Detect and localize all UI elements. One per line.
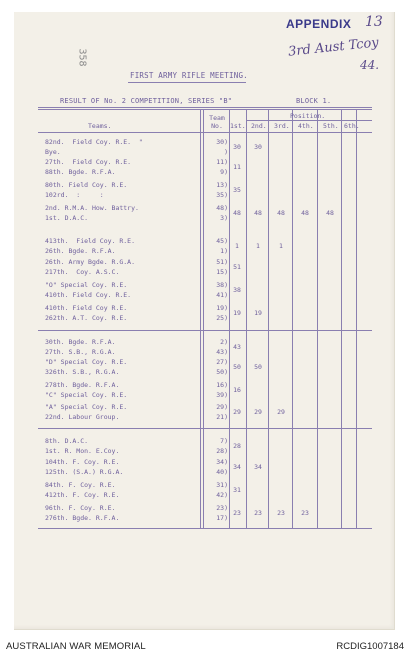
table-row-teams: 278th. Bgde. R.F.A. "C" Special Coy. R.E. bbox=[45, 381, 128, 399]
header-position-6: 6th. bbox=[344, 122, 360, 130]
group-divider-2 bbox=[38, 428, 372, 429]
block-label: BLOCK 1. bbox=[296, 97, 332, 105]
header-position-2: 2nd. bbox=[251, 122, 267, 130]
competition-subtitle: RESULT OF No. 2 COMPETITION, SERIES "B" bbox=[60, 97, 233, 105]
column-rule bbox=[200, 109, 201, 528]
table-row-position-1: 43 bbox=[233, 343, 241, 351]
table-row-position-1: 28 bbox=[233, 442, 241, 450]
table-row-position-2: 19 bbox=[254, 309, 262, 317]
table-row-teams: 2nd. R.M.A. How. Battry. 1st. D.A.C. bbox=[45, 204, 139, 222]
table-top-rule-2 bbox=[38, 109, 372, 110]
column-rule bbox=[356, 109, 357, 528]
table-row-team-no: 45) 1) bbox=[216, 237, 228, 255]
table-row-teams: "D" Special Coy. R.E. 326th. S.B., R.G.A. bbox=[45, 358, 128, 376]
table-row-team-no: 38) 41) bbox=[216, 281, 228, 299]
table-row-teams: 26th. Army Bgde. R.G.A. 217th. Coy. A.S.C. bbox=[45, 258, 136, 276]
column-rule bbox=[317, 109, 318, 528]
margin-number: 358 bbox=[76, 48, 88, 67]
table-row-position-2: 30 bbox=[254, 143, 262, 151]
header-team-no: Team No. bbox=[209, 114, 225, 130]
table-row-position-1: 1 bbox=[235, 242, 239, 250]
table-row-teams: 96th. F. Coy. R.E. 276th. Bgde. R.F.A. bbox=[45, 504, 120, 522]
table-row-position-4: 48 bbox=[301, 209, 309, 217]
column-rule bbox=[341, 109, 342, 528]
table-row-position-2: 50 bbox=[254, 363, 262, 371]
table-row-teams: 80th. Field Coy. R.E. 102rd. : : bbox=[45, 181, 128, 199]
table-row-position-4: 23 bbox=[301, 509, 309, 517]
appendix-stamp: APPENDIX bbox=[286, 17, 352, 31]
table-row-position-2: 48 bbox=[254, 209, 262, 217]
table-row-teams: 82nd. Field Coy. R.E. " Bye. bbox=[45, 138, 143, 156]
column-rule bbox=[292, 109, 293, 528]
table-bottom-rule bbox=[38, 528, 372, 529]
title-underline bbox=[128, 82, 246, 83]
table-row-team-no: 34) 40) bbox=[216, 458, 228, 476]
table-row-team-no: 19) 25) bbox=[216, 304, 228, 322]
table-row-position-2: 29 bbox=[254, 408, 262, 416]
footer-record-id: RCDIG1007184 bbox=[336, 641, 404, 652]
table-row-position-1: 34 bbox=[233, 463, 241, 471]
table-top-rule bbox=[38, 107, 372, 108]
table-row-position-1: 38 bbox=[233, 286, 241, 294]
table-row-position-1: 11 bbox=[233, 163, 241, 171]
handwritten-page-number: 44. bbox=[360, 58, 380, 72]
table-row-teams: 410th. Field Coy R.E. 262th. A.T. Coy. R.E. bbox=[45, 304, 128, 322]
table-row-teams: 413th. Field Coy. R.E. 26th. Bgde. R.F.A. bbox=[45, 237, 136, 255]
document-title: FIRST ARMY RIFLE MEETING. bbox=[130, 71, 248, 80]
handwritten-unit-note: 3rd Aust Tcoy bbox=[287, 35, 380, 60]
header-position-5: 5th. bbox=[323, 122, 339, 130]
table-header-rule bbox=[38, 132, 372, 133]
table-row-teams: 84th. F. Coy. R.E. 412th. F. Coy. R.E. bbox=[45, 481, 120, 499]
table-row-team-no: 27) 50) bbox=[216, 358, 228, 376]
table-row-position-1: 30 bbox=[233, 143, 241, 151]
header-teams: Teams. bbox=[88, 122, 112, 130]
table-row-team-no: 7) 28) bbox=[216, 437, 228, 455]
table-row-position-3: 1 bbox=[279, 242, 283, 250]
appendix-number: 13 bbox=[365, 14, 383, 30]
table-row-team-no: 31) 42) bbox=[216, 481, 228, 499]
table-row-position-1: 51 bbox=[233, 263, 241, 271]
table-row-team-no: 13) 35) bbox=[216, 181, 228, 199]
table-row-team-no: 51) 15) bbox=[216, 258, 228, 276]
table-row-position-1: 16 bbox=[233, 386, 241, 394]
table-row-position-2: 1 bbox=[256, 242, 260, 250]
group-divider-1 bbox=[38, 330, 372, 331]
table-row-position-1: 50 bbox=[233, 363, 241, 371]
table-row-team-no: 29) 21) bbox=[216, 403, 228, 421]
table-row-position-1: 23 bbox=[233, 509, 241, 517]
table-row-team-no: 11) 9) bbox=[216, 158, 228, 176]
table-row-team-no: 30) ) bbox=[216, 138, 228, 156]
table-row-position-2: 34 bbox=[254, 463, 262, 471]
table-row-position-1: 29 bbox=[233, 408, 241, 416]
table-row-teams: 30th. Bgde. R.F.A. 27th. S.B., R.G.A. bbox=[45, 338, 116, 356]
table-row-teams: "O" Special Coy. R.E. 410th. Field Coy. R.E. bbox=[45, 281, 132, 299]
position-header-rule bbox=[246, 120, 372, 121]
table-row-teams: 8th. D.A.C. 1st. R. Mon. E.Coy. bbox=[45, 437, 120, 455]
table-row-position-2: 23 bbox=[254, 509, 262, 517]
table-row-team-no: 16) 39) bbox=[216, 381, 228, 399]
table-row-teams: 104th. F. Coy. R.E. 125th. (S.A.) R.G.A. bbox=[45, 458, 124, 476]
table-row-teams: "A" Special Coy. R.E. 22nd. Labour Group. bbox=[45, 403, 128, 421]
table-row-team-no: 23) 17) bbox=[216, 504, 228, 522]
header-position-4: 4th. bbox=[298, 122, 314, 130]
table-row-position-1: 19 bbox=[233, 309, 241, 317]
table-row-team-no: 48) 3) bbox=[216, 204, 228, 222]
table-row-position-1: 31 bbox=[233, 486, 241, 494]
header-position-1: 1st. bbox=[230, 122, 246, 130]
table-row-position-5: 48 bbox=[326, 209, 334, 217]
header-position: Position. bbox=[290, 112, 326, 120]
table-row-teams: 27th. Field Coy. R.E. 88th. Bgde. R.F.A. bbox=[45, 158, 132, 176]
table-row-position-1: 48 bbox=[233, 209, 241, 217]
header-position-3: 3rd. bbox=[274, 122, 290, 130]
table-row-position-1: 35 bbox=[233, 186, 241, 194]
table-row-position-3: 29 bbox=[277, 408, 285, 416]
footer-institution: AUSTRALIAN WAR MEMORIAL bbox=[6, 641, 146, 652]
table-row-position-3: 23 bbox=[277, 509, 285, 517]
table-row-team-no: 2) 43) bbox=[216, 338, 228, 356]
table-row-position-3: 48 bbox=[277, 209, 285, 217]
